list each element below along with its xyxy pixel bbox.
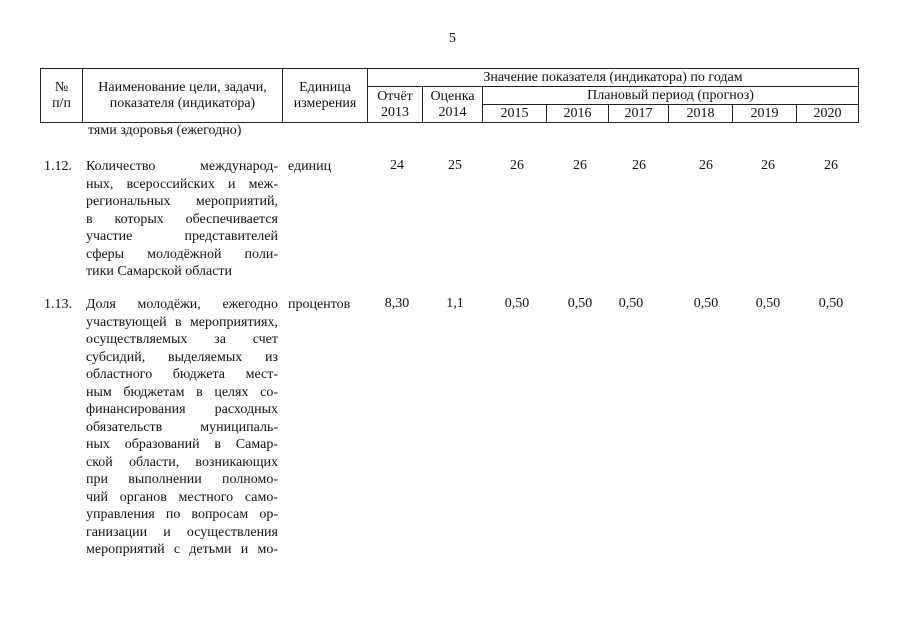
row-number: 1.12.	[44, 159, 72, 174]
page-number: 5	[449, 31, 456, 46]
header-year: 2019	[733, 105, 797, 123]
row-value: 26	[632, 158, 646, 173]
row-value: 0,50	[693, 296, 719, 311]
header-year: 2020	[797, 105, 859, 123]
header-report-col: Отчёт 2013	[368, 87, 423, 123]
header-estimate-col: Оценка 2014	[423, 87, 483, 123]
row-value: 1,1	[446, 296, 464, 311]
row-unit: процентов	[288, 297, 351, 312]
header-name-col: Наименование цели, задачи, показателя (индикатора)	[83, 69, 283, 123]
header-year: 2017	[609, 105, 669, 123]
row-value: 8,30	[384, 296, 410, 311]
row-value: 26	[510, 158, 524, 173]
row-value: 0,50	[567, 296, 593, 311]
row-description: Количество международ- ных, всероссийских и меж- региональных мероприятий, в которых обеспечивается участие представителей сферы молодёжной поли- тики Самарской области	[86, 159, 278, 279]
header-year: 2016	[547, 105, 609, 123]
row-value: 0,50	[818, 296, 844, 311]
row-value: 26	[824, 158, 838, 173]
row-value: 0,50	[504, 296, 530, 311]
row-value: 24	[390, 158, 404, 173]
header-year: 2015	[483, 105, 547, 123]
row-value: 26	[699, 158, 713, 173]
row-number: 1.13.	[44, 297, 72, 312]
row-value: 0,50	[755, 296, 781, 311]
row-value: 26	[761, 158, 775, 173]
header-num-col: № п/п	[41, 69, 83, 123]
header-table	[40, 68, 859, 123]
carryover-text: тями здоровья (ежегодно)	[88, 123, 242, 138]
header-plan-title: Плановый период (прогноз)	[483, 87, 859, 105]
row-value: 25	[448, 158, 462, 173]
header-values-title: Значение показателя (индикатора) по годам	[368, 69, 859, 87]
row-value: 26	[573, 158, 587, 173]
row-value: 0,50	[618, 296, 644, 311]
header-year: 2018	[669, 105, 733, 123]
row-description: Доля молодёжи, ежегодно участвующей в мероприятиях, осуществляемых за счет субсидий, выделяемых из областного бюджета мест- ным бюджетам в целях со- финансирования расходных обязательств муниципаль- ных образований в Самар- ской области, возникающих при выполнении полномо- чий органов местного само- управления по вопросам ор- ганизации и осуществления мероприятий с детьми и мо-	[86, 297, 278, 557]
row-unit: единиц	[288, 159, 332, 174]
header-unit-col: Единица измерения	[283, 69, 368, 123]
